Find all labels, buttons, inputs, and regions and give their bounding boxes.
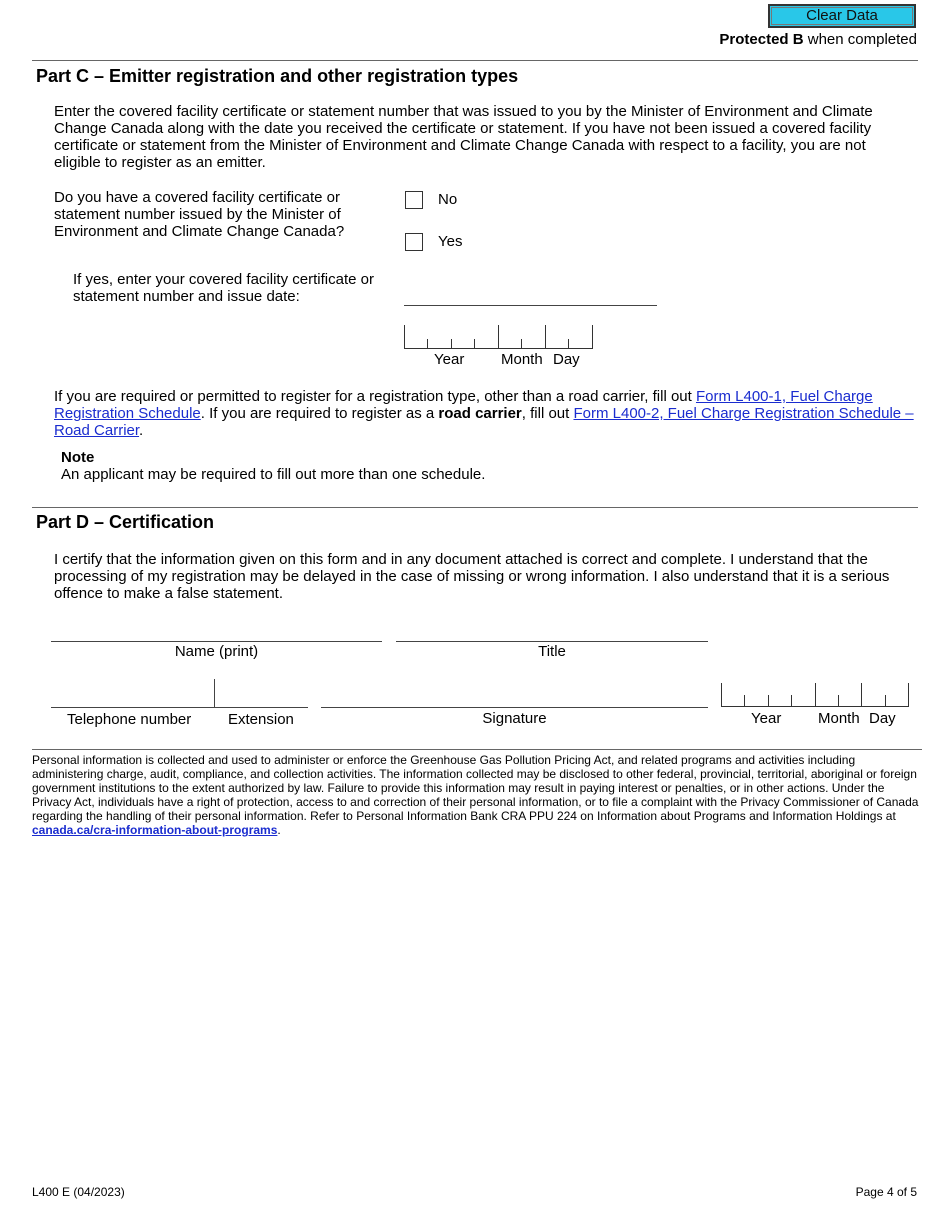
schedule-text-2: . If you are required to register as a — [200, 405, 439, 422]
part-d-title: Part D – Certification — [36, 512, 215, 532]
part-c-title: Part C – Emitter registration and other registration types — [36, 66, 519, 86]
signature-label: Signature — [482, 710, 547, 727]
name-field[interactable] — [51, 641, 382, 642]
certification-date-field[interactable] — [721, 683, 908, 707]
issue-date-year-label: Year — [434, 351, 465, 368]
title-field[interactable] — [396, 641, 708, 642]
privacy-end: . — [277, 823, 281, 837]
divider — [32, 60, 918, 61]
certification-text: I certify that the information given on this form and in any document attached is correct and complete. I understand that the processing of my registration may be delayed in the case of missing or wrong information. I also understand that it is a serious offence to make a false statement. — [54, 551, 890, 602]
form-l400-1-link[interactable]: Form L400-1, Fuel Charge Registration Schedule — [54, 388, 873, 422]
if-yes-instruction: If yes, enter your covered facility certificate or statement number and issue date: — [73, 271, 374, 305]
schedule-text-3: , fill out — [521, 405, 574, 422]
certification-year-label: Year — [751, 710, 782, 727]
page-number: Page 4 of 5 — [855, 1185, 917, 1199]
extension-field[interactable] — [214, 707, 308, 708]
no-checkbox[interactable] — [405, 191, 423, 209]
privacy-notice — [32, 753, 922, 837]
no-label: No — [438, 191, 458, 208]
divider — [32, 749, 922, 750]
issue-date-field[interactable] — [404, 325, 592, 349]
schedule-text-4: . — [139, 422, 144, 439]
telephone-separator — [214, 679, 215, 707]
title-label: Title — [538, 643, 566, 660]
protected-bold: Protected B — [719, 31, 804, 48]
divider — [32, 507, 918, 508]
protected-label — [719, 31, 917, 48]
telephone-label: Telephone number — [67, 711, 192, 728]
part-c-intro: Enter the covered facility certificate or statement number that was issued to you by the Minister of Environment and Climate Change Canada along with the date you received the certificate or statement. If you have not been issued a covered facility certificate or statement from the Minister of Environment and Climate Change Canada with respect to a facility, you are not eligible to register as an emitter. — [54, 103, 873, 171]
yes-checkbox[interactable] — [405, 233, 423, 251]
privacy-link[interactable]: canada.ca/cra-information-about-programs — [32, 823, 278, 837]
extension-label: Extension — [228, 711, 294, 728]
issue-date-day-label: Day — [553, 351, 580, 368]
note-title: Note — [61, 449, 95, 466]
telephone-field[interactable] — [51, 707, 214, 708]
issue-date-month-label: Month — [501, 351, 543, 368]
certificate-number-field[interactable] — [404, 305, 657, 306]
signature-field[interactable] — [321, 707, 708, 708]
yes-label: Yes — [438, 233, 463, 250]
note-text: An applicant may be required to fill out more than one schedule. — [61, 466, 486, 483]
form-l400-2-link[interactable]: Form L400-2, Fuel Charge Registration Schedule – Road Carrier — [54, 405, 914, 439]
certification-day-label: Day — [869, 710, 896, 727]
name-label: Name (print) — [174, 643, 259, 660]
protected-rest: when completed — [803, 31, 917, 48]
privacy-text: Personal information is collected and used to administer or enforce the Greenhouse Gas Pollution Pricing Act, and related programs and activities including administering charge, audit, compliance, and collection activities. The information collected may be disclosed to other federal, provincial, territorial, aboriginal or foreign government institutions to the extent authorized by law. Failure to provide this information may result in paying interest or penalties, or in other actions. Under the Privacy Act, individuals have a right of protection, access to and correction of their personal information, or to file a complaint with the Privacy Commissioner of Canada regarding the handling of their personal information. Refer to Personal Information Bank CRA PPU 224 on Information about Programs and Information Holdings at — [32, 753, 919, 823]
schedule-text-1: If you are required or permitted to register for a registration type, other than a road carrier, fill out — [54, 388, 696, 405]
facility-question: Do you have a covered facility certificate or statement number issued by the Minister of Environment and Climate Change Canada? — [54, 189, 345, 240]
clear-data-button[interactable]: Clear Data — [768, 4, 916, 28]
form-identifier: L400 E (04/2023) — [32, 1185, 125, 1199]
road-carrier-bold: road carrier — [438, 405, 522, 422]
certification-month-label: Month — [818, 710, 860, 727]
schedule-instructions — [54, 388, 916, 439]
